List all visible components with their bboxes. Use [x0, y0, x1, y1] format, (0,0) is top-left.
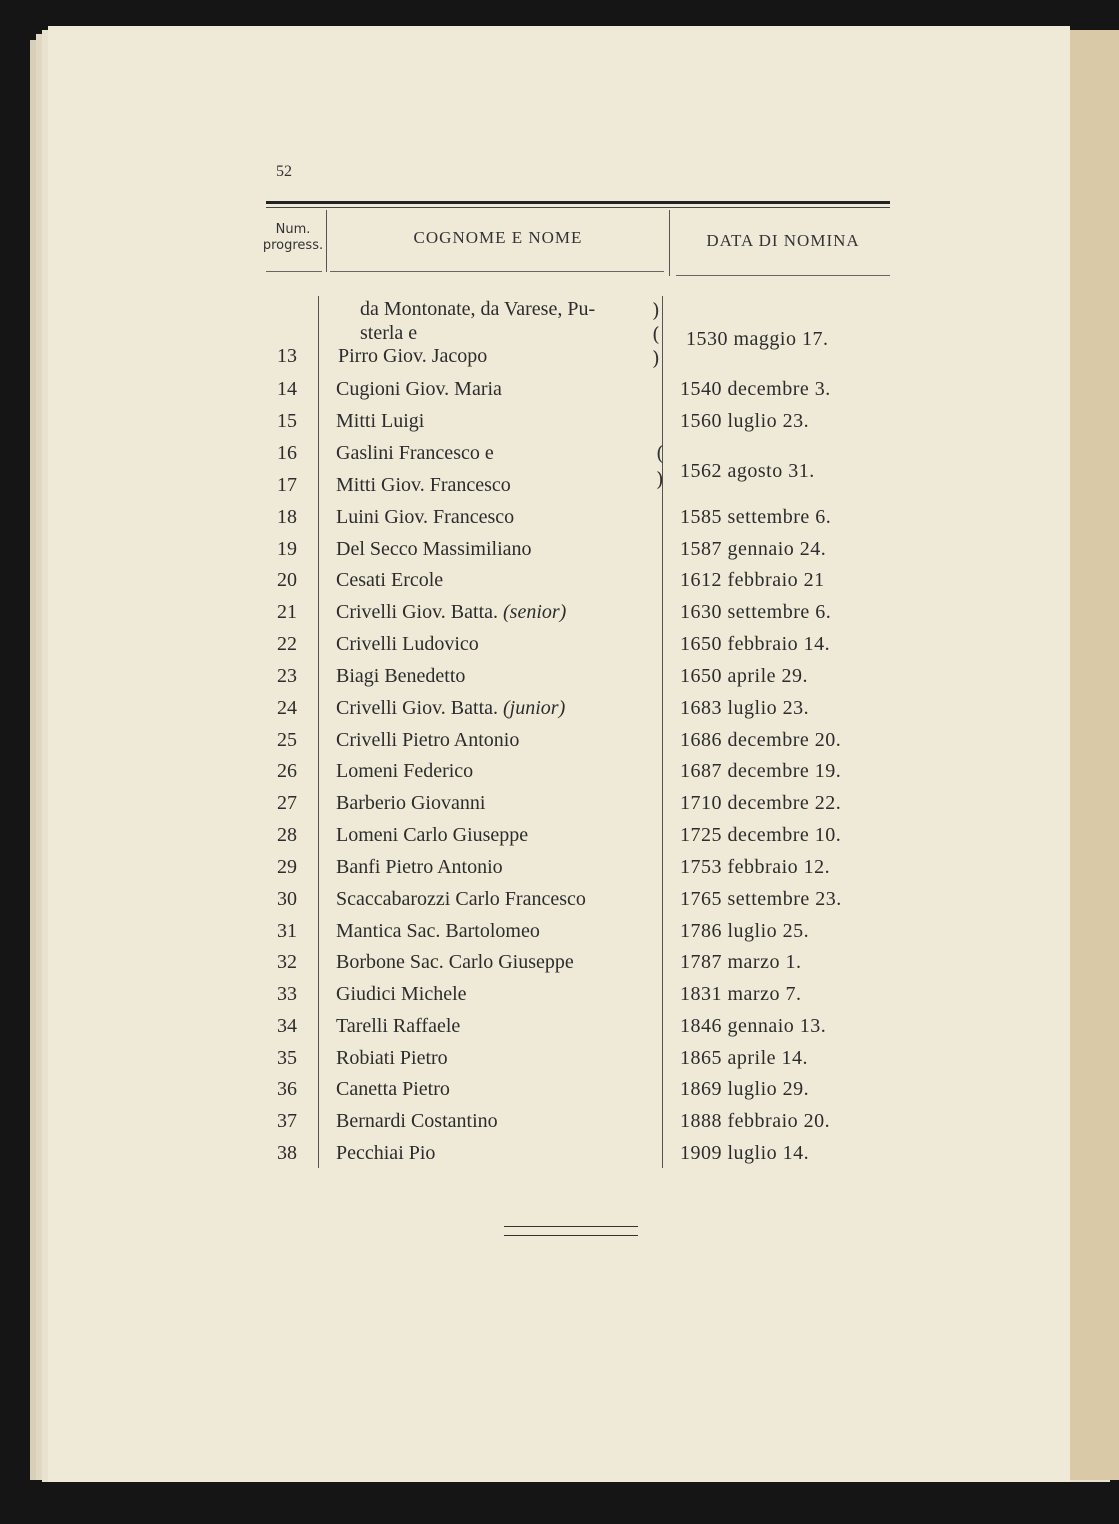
table-row: [0, 1078, 1119, 1108]
num-cell: 35: [277, 1047, 297, 1069]
num-cell: 34: [277, 1015, 297, 1037]
num-cell: 36: [277, 1078, 297, 1100]
page-number: 52: [276, 163, 292, 180]
date-cell: 1683 luglio 23.: [680, 697, 810, 719]
date-cell: 1650 febbraio 14.: [680, 633, 831, 655]
name-note: (senior): [503, 601, 567, 623]
date-cell: 1725 decembre 10.: [680, 824, 842, 846]
name-cell: Cesati Ercole: [336, 569, 444, 591]
column-header-name: COGNOME E NOME: [413, 228, 583, 247]
num-cell: 22: [277, 633, 297, 655]
num-cell: 25: [277, 729, 297, 751]
name-cell: Mitti Giov. Francesco: [336, 474, 511, 496]
name-cell: Robiati Pietro: [336, 1047, 448, 1069]
column-header-date: DATA DI NOMINA: [706, 231, 860, 250]
name-cell: Biagi Benedetto: [336, 665, 466, 687]
name-cell: Gaslini Francesco e: [336, 442, 494, 464]
name-cell: Tarelli Raffaele: [336, 1015, 461, 1037]
num-cell: 15: [277, 410, 297, 432]
date-cell: 1710 decembre 22.: [680, 792, 842, 814]
num-cell: 17: [277, 474, 297, 496]
name-cell: Barberio Giovanni: [336, 792, 486, 814]
date-cell: 1865 aprile 14.: [680, 1047, 809, 1069]
table-row: [0, 345, 1119, 375]
date-cell: 1560 luglio 23.: [680, 410, 810, 432]
name-cell: Cugioni Giov. Maria: [336, 378, 502, 400]
name-cell: da Montonate, da Varese, Pu-: [360, 298, 596, 320]
table-row: [0, 665, 1119, 695]
table-row: [0, 506, 1119, 536]
num-cell: 19: [277, 538, 297, 560]
date-cell: 1587 gennaio 24.: [680, 538, 827, 560]
name-cell: Crivelli Ludovico: [336, 633, 479, 655]
table-row: [0, 856, 1119, 886]
date-cell: 1909 luglio 14.: [680, 1142, 810, 1164]
header-underline: [330, 271, 664, 272]
num-cell: 33: [277, 983, 297, 1005]
name-cell: Del Secco Massimiliano: [336, 538, 532, 560]
name-cell: Giudici Michele: [336, 983, 467, 1005]
date-cell: 1585 settembre 6.: [680, 506, 832, 528]
num-cell: 24: [277, 697, 297, 719]
name-cell: [336, 601, 566, 624]
table-row: [0, 601, 1119, 631]
num-cell: 38: [277, 1142, 297, 1164]
num-cell: 31: [277, 920, 297, 942]
name-text: Crivelli Giov. Batta.: [336, 697, 499, 719]
date-cell: 1530 maggio 17.: [686, 328, 829, 350]
column-header-num: [258, 222, 328, 254]
table-row: [0, 569, 1119, 599]
name-cell: Mitti Luigi: [336, 410, 425, 432]
table-row: [0, 920, 1119, 950]
name-cell: Pecchiai Pio: [336, 1142, 436, 1164]
table-row: [0, 760, 1119, 790]
column-divider: [669, 210, 670, 276]
table-row: [0, 792, 1119, 822]
num-cell: 20: [277, 569, 297, 591]
name-cell: Lomeni Carlo Giuseppe: [336, 824, 529, 846]
header-rule-thin: [266, 207, 890, 208]
date-cell: 1630 settembre 6.: [680, 601, 832, 623]
name-cell: Scaccabarozzi Carlo Francesco: [336, 888, 586, 910]
date-cell: 1765 settembre 23.: [680, 888, 842, 910]
date-cell: 1686 decembre 20.: [680, 729, 842, 751]
num-cell: 18: [277, 506, 297, 528]
table-row: [0, 1110, 1119, 1140]
table-row: [0, 1047, 1119, 1077]
date-cell: 1562 agosto 31.: [680, 460, 815, 482]
date-cell: 1869 luglio 29.: [680, 1078, 810, 1100]
table-row: [0, 538, 1119, 568]
table-row: [0, 888, 1119, 918]
table-row: [0, 378, 1119, 408]
name-cell: Canetta Pietro: [336, 1078, 450, 1100]
table-row: [0, 824, 1119, 854]
date-cell: 1787 marzo 1.: [680, 951, 802, 973]
table-row: [0, 1142, 1119, 1172]
name-cell: [336, 697, 565, 720]
num-cell: 30: [277, 888, 297, 910]
name-cell: Bernardi Costantino: [336, 1110, 498, 1132]
num-cell: 37: [277, 1110, 297, 1132]
date-cell: 1846 gennaio 13.: [680, 1015, 827, 1037]
brace-icon: ( ): [656, 441, 664, 491]
name-cell: Borbone Sac. Carlo Giuseppe: [336, 951, 574, 973]
date-cell: 1753 febbraio 12.: [680, 856, 831, 878]
brace-icon: ) ( ): [652, 298, 660, 370]
name-cell: sterla e: [360, 322, 418, 344]
name-text: Crivelli Giov. Batta.: [336, 601, 499, 623]
name-note: (junior): [503, 697, 566, 719]
num-cell: 21: [277, 601, 297, 623]
table-row: [0, 729, 1119, 759]
table-row: [0, 983, 1119, 1013]
table-row: [0, 410, 1119, 440]
date-cell: 1888 febbraio 20.: [680, 1110, 831, 1132]
num-cell: 28: [277, 824, 297, 846]
date-cell: 1786 luglio 25.: [680, 920, 810, 942]
num-cell: 23: [277, 665, 297, 687]
table-row: [0, 951, 1119, 981]
table-row: [0, 1015, 1119, 1045]
name-cell: Lomeni Federico: [336, 760, 474, 782]
table-row: [0, 697, 1119, 727]
name-cell: Banfi Pietro Antonio: [336, 856, 503, 878]
name-cell: Crivelli Pietro Antonio: [336, 729, 520, 751]
num-cell: 13: [277, 345, 297, 367]
end-rule: [504, 1226, 638, 1227]
num-cell: 14: [277, 378, 297, 400]
num-cell: 27: [277, 792, 297, 814]
header-rule: [266, 201, 890, 204]
name-cell: Luini Giov. Francesco: [336, 506, 515, 528]
date-cell: 1831 marzo 7.: [680, 983, 802, 1005]
num-cell: 32: [277, 951, 297, 973]
column-divider: [326, 210, 327, 272]
date-cell: 1612 febbraio 21: [680, 569, 825, 591]
num-cell: 26: [277, 760, 297, 782]
header-underline: [676, 275, 890, 276]
date-cell: 1687 decembre 19.: [680, 760, 842, 782]
num-cell: 16: [277, 442, 297, 464]
header-num-line2: progress.: [262, 238, 324, 253]
name-cell: Pirro Giov. Jacopo: [338, 345, 488, 367]
date-cell: 1650 aprile 29.: [680, 665, 809, 687]
table-row-date: [0, 460, 1119, 490]
date-cell: 1540 decembre 3.: [680, 378, 831, 400]
header-underline: [266, 271, 322, 272]
table-row: [0, 633, 1119, 663]
name-cell: Mantica Sac. Bartolomeo: [336, 920, 540, 942]
header-num-line1: Num.: [275, 222, 311, 237]
end-rule: [504, 1235, 638, 1236]
num-cell: 29: [277, 856, 297, 878]
